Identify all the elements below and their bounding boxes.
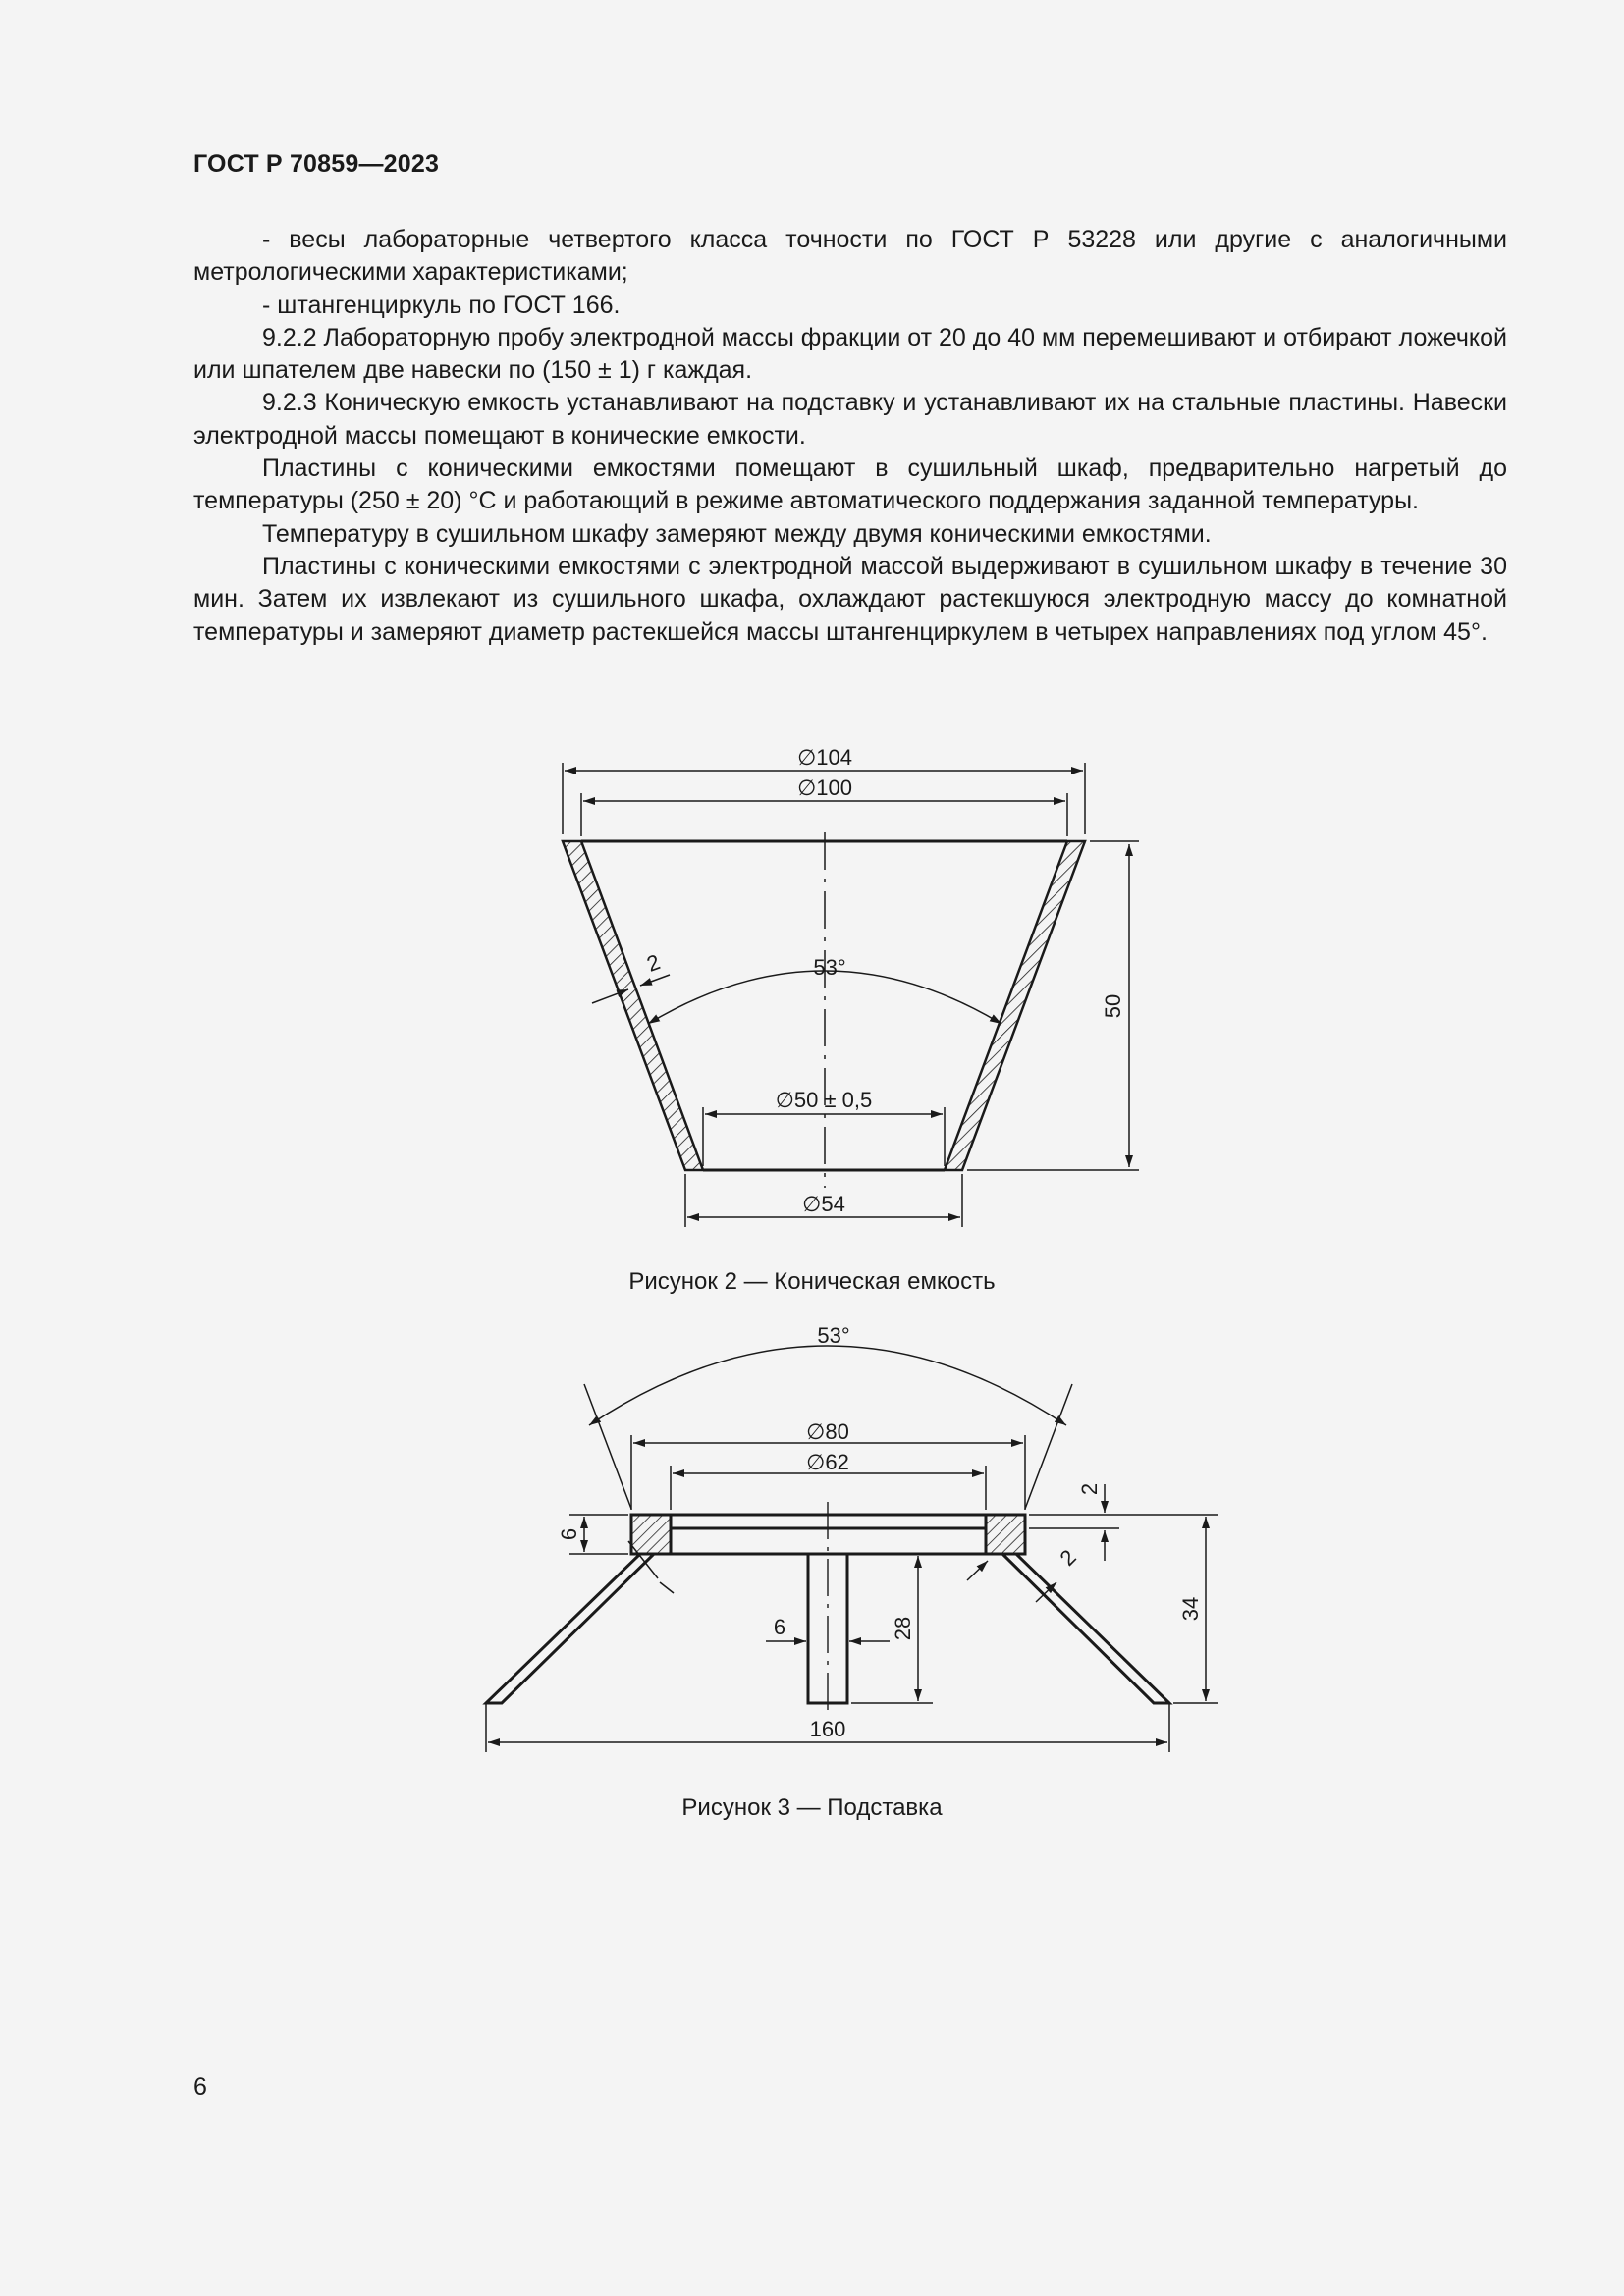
paragraph: 9.2.2 Лабораторную пробу электродной массы фракции от 20 до 40 мм перемешивают и отбирают ложечкой или шпателем две навески по (150 ± 1) г каждая. bbox=[193, 323, 1507, 385]
paragraph: Пластины с коническими емкостями помещают в сушильный шкаф, предварительно нагретый до температуры (250 ± 20) °С и работающий в режиме автоматического поддержания заданной температуры. bbox=[193, 454, 1507, 515]
dim-angle: 53° bbox=[813, 955, 846, 980]
figure-2-caption: Рисунок 2 — Коническая емкость bbox=[628, 1268, 996, 1295]
dim-top-inner: ∅100 bbox=[797, 775, 852, 800]
stand-dim-span: 160 bbox=[809, 1717, 846, 1741]
stand-dim-pin-height: 28 bbox=[891, 1616, 915, 1641]
stand-dim-angle: 53° bbox=[817, 1323, 850, 1348]
dim-bottom-inner: ∅50 ± 0,5 bbox=[775, 1088, 873, 1112]
paragraph: - штангенциркуль по ГОСТ 166. bbox=[262, 291, 621, 319]
stand-dim-ring-outer: ∅80 bbox=[806, 1419, 849, 1444]
stand-dim-pin-width: 6 bbox=[773, 1615, 786, 1639]
dim-top-outer: ∅104 bbox=[797, 745, 852, 770]
paragraph: Температуру в сушильном шкафу замеряют между двумя коническими емкостями. bbox=[262, 519, 1212, 548]
paragraph: Пластины с коническими емкостями с электродной массой выдерживают в сушильном шкафу в течение 30 мин. Затем их извлекают из сушильного шкафа, охлаждают растекшуюся электродную массу до комнатной температуры и замеряют диаметр растекшейся массы штангенциркулем в четырех направлениях под углом 45°. bbox=[193, 552, 1507, 646]
figure-3-caption: Рисунок 3 — Подставка bbox=[681, 1794, 943, 1821]
stand-dim-leg-thickness: 2 bbox=[1055, 1544, 1081, 1571]
stand-dim-ring-thickness: 2 bbox=[1077, 1482, 1102, 1496]
stand-dim-total-height: 34 bbox=[1178, 1596, 1203, 1622]
paragraph: - весы лабораторные четвертого класса точности по ГОСТ Р 53228 или другие с аналогичными метрологическими характеристиками; bbox=[193, 226, 1507, 287]
stand-dimension-lines bbox=[486, 1346, 1218, 1752]
paragraph: 9.2.3 Коническую емкость устанавливают на подставку и устанавливают их на стальные пластины. Навески электродной массы помещают в конические емкости. bbox=[193, 389, 1507, 450]
stand-dim-ring-height: 6 bbox=[557, 1527, 581, 1541]
stand-dim-ring-inner: ∅62 bbox=[806, 1450, 849, 1474]
dim-bottom-outer: ∅54 bbox=[802, 1192, 845, 1216]
page-number: 6 bbox=[193, 2073, 207, 2101]
dim-wall: 2 bbox=[643, 949, 664, 977]
dim-height: 50 bbox=[1101, 993, 1125, 1019]
document-header: ГОСТ Р 70859—2023 bbox=[193, 150, 440, 178]
